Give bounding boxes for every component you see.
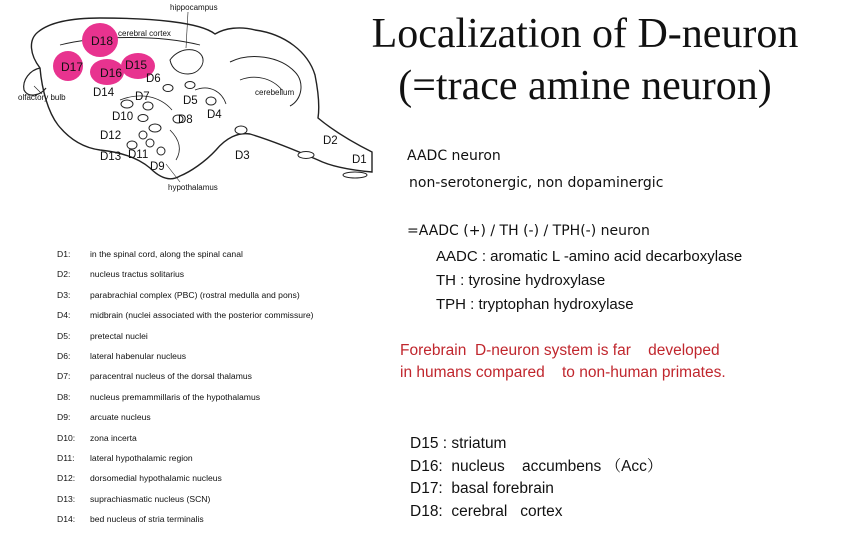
- legend-text: nucleus tractus solitarius: [90, 269, 185, 280]
- legend-key: D9:: [57, 412, 71, 423]
- legend-item: [57, 514, 357, 534]
- legend-text: paracentral nucleus of the dorsal thalamus: [90, 371, 252, 382]
- legend-text: dorsomedial hypothalamic nucleus: [90, 473, 222, 484]
- legend-item: [57, 412, 357, 432]
- d11-label: D11: [128, 149, 149, 161]
- region-d18: D18: cerebral cortex: [410, 502, 563, 520]
- note-line-2: in humans compared to non-human primates.: [400, 364, 726, 381]
- definition-tph: TPH : tryptophan hydroxylase: [436, 296, 634, 313]
- legend-text: zona incerta: [90, 432, 137, 443]
- legend-key: D1:: [57, 249, 71, 259]
- legend-key: D2:: [57, 269, 71, 280]
- legend-key: D4:: [57, 310, 71, 321]
- legend-key: D3:: [57, 289, 71, 300]
- legend-item: [57, 392, 357, 412]
- d13-label: D13: [100, 151, 122, 163]
- legend-item: [57, 494, 357, 514]
- legend-key: D8:: [57, 391, 71, 402]
- aadc-neuron-heading: AADC neuron: [407, 148, 501, 164]
- legend-item: [57, 351, 357, 371]
- hypothalamus-label: hypothalamus: [168, 183, 218, 192]
- legend-text: in the spinal cord, along the spinal canal: [90, 249, 243, 259]
- hippocampus-label: hippocampus: [170, 3, 218, 12]
- cerebellum-label: cerebellum: [255, 88, 295, 97]
- cerebral-cortex-label: cerebral cortex: [118, 29, 171, 38]
- forebrain-note: [400, 340, 726, 384]
- d4-label: D4: [207, 109, 222, 121]
- legend-item: [57, 473, 357, 493]
- legend-item: [57, 249, 357, 269]
- d9-label: D9: [150, 161, 165, 173]
- rat-brain-sagittal-diagram: [0, 0, 380, 205]
- d6-label: D6: [146, 73, 161, 85]
- olfactory-bulb-label: olfactory bulb: [18, 93, 66, 102]
- legend-item: [57, 331, 357, 351]
- legend-text: bed nucleus of stria terminalis: [90, 514, 204, 525]
- legend-item: [57, 371, 357, 391]
- d1-label: D1: [352, 154, 367, 166]
- d-neuron-legend: [57, 249, 357, 534]
- legend-item: [57, 290, 357, 310]
- d18-label: D18: [91, 34, 114, 48]
- legend-text: arcuate nucleus: [90, 412, 151, 423]
- forebrain-regions-list: [410, 433, 662, 523]
- region-d17: D17: basal forebrain: [410, 480, 554, 497]
- legend-item: [57, 310, 357, 330]
- d2-label: D2: [323, 135, 338, 147]
- title-line-1: Localization of D-neuron: [371, 11, 799, 57]
- legend-key: D7:: [57, 371, 71, 382]
- note-line-1: Forebrain D-neuron system is far developed: [400, 342, 720, 359]
- d14-label: D14: [93, 87, 115, 99]
- region-d15: D15 : striatum: [410, 435, 507, 452]
- legend-key: D5:: [57, 330, 71, 341]
- d5-label: D5: [183, 95, 198, 107]
- legend-text: nucleus premammillaris of the hypothalamus: [90, 391, 261, 402]
- aadc-formula: =AADC (+) / TH (-) / TPH(-) neuron: [407, 223, 650, 239]
- legend-item: [57, 433, 357, 453]
- d10-label: D10: [112, 111, 134, 123]
- legend-text: pretectal nuclei: [90, 330, 148, 341]
- legend-key: D11:: [57, 452, 75, 463]
- d12-label: D12: [100, 130, 122, 142]
- legend-key: D13:: [57, 493, 76, 504]
- d7-label: D7: [135, 91, 150, 103]
- legend-key: D14:: [57, 514, 76, 525]
- d8-label: D8: [178, 114, 193, 126]
- aadc-neuron-subtitle: non-serotonergic, non dopaminergic: [409, 175, 664, 191]
- definition-th: TH : tyrosine hydroxylase: [436, 272, 606, 289]
- d17-label: D17: [61, 60, 84, 74]
- slide-title: [330, 8, 840, 112]
- legend-text: suprachiasmatic nucleus (SCN): [90, 493, 211, 504]
- abbreviation-definitions: [436, 245, 742, 317]
- d16-label: D16: [100, 66, 123, 80]
- region-d16: D16: nucleus accumbens （Acc）: [410, 457, 663, 475]
- legend-item: [57, 453, 357, 473]
- definition-aadc: AADC : aromatic L -amino acid decarboxylase: [436, 248, 743, 265]
- legend-text: lateral habenular nucleus: [90, 350, 187, 361]
- legend-item: [57, 269, 357, 289]
- legend-text: parabrachial complex (PBC) (rostral medulla and pons): [90, 289, 300, 300]
- legend-text: midbrain (nuclei associated with the posterior commissure): [90, 310, 314, 321]
- title-line-2: (=trace amine neuron): [398, 63, 772, 109]
- d3-label: D3: [235, 150, 250, 162]
- legend-key: D12:: [57, 473, 76, 484]
- d15-label: D15: [125, 58, 148, 72]
- legend-key: D6:: [57, 350, 71, 361]
- legend-key: D10:: [57, 432, 76, 443]
- legend-text: lateral hypothalamic region: [90, 452, 193, 463]
